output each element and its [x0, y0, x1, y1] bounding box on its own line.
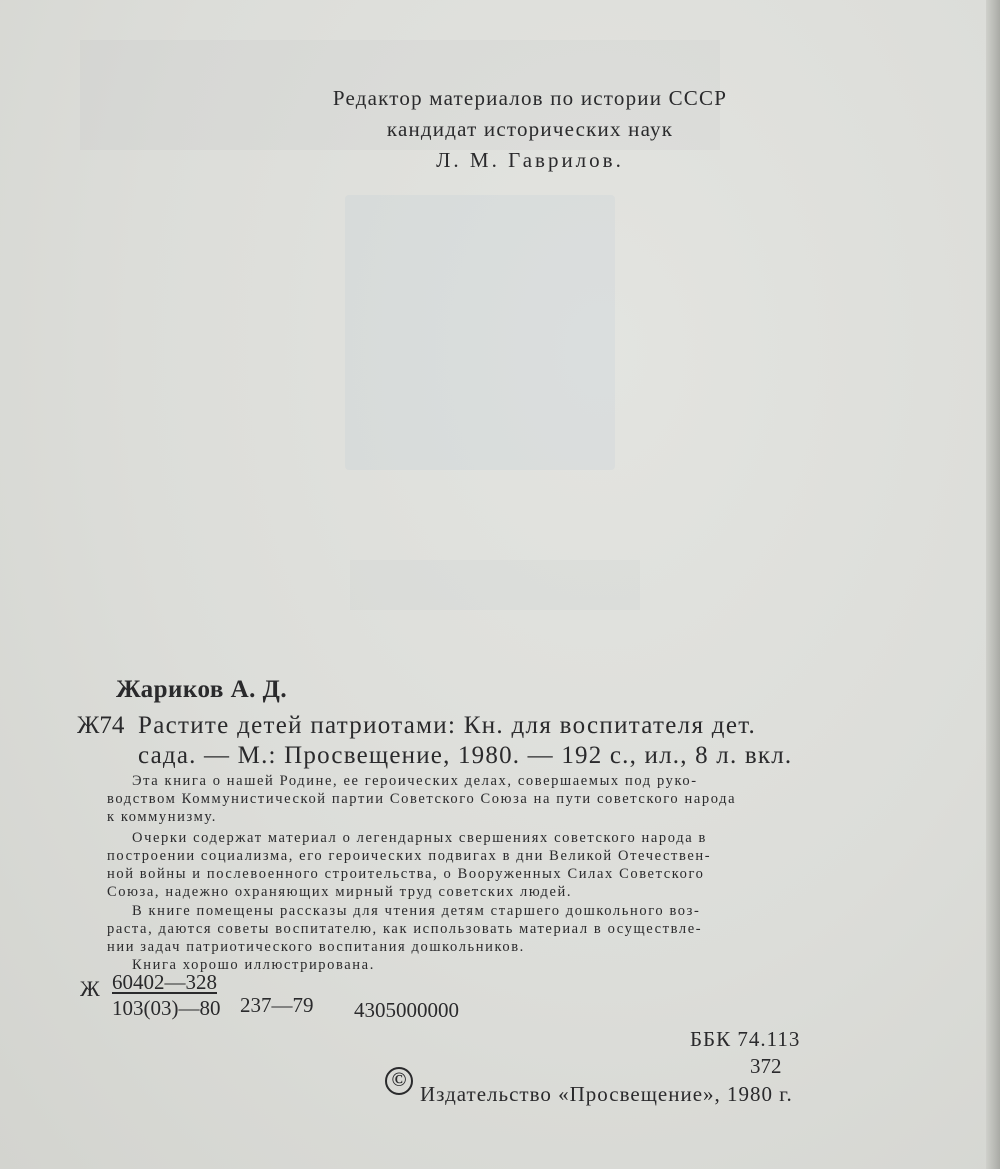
index-number: 237—79	[240, 993, 314, 1017]
editor-name-line: Л. М. Гаврилов.	[436, 148, 624, 172]
catalog-code: Ж74	[77, 712, 125, 739]
bbk-author-mark: 372	[750, 1054, 782, 1078]
editor-degree-line: кандидат исторических наук	[386, 117, 674, 141]
abstract-line: построении социализма, его героических подвигах в дни Великой Отечествен-	[107, 848, 712, 864]
abstract-line: нии задач патриотического воспитания дошкольников.	[107, 939, 525, 955]
catalog-title-line-2: сада. — М.: Просвещение, 1980. — 192 с., ил., 8 л. вкл.	[138, 742, 793, 769]
abstract-line: водством Коммунистической партии Советского Союза на пути советского народа	[107, 791, 737, 807]
index-code: 4305000000	[354, 998, 459, 1022]
abstract-line: раста, даются советы воспитателю, как использовать материал в осуществле-	[107, 921, 703, 937]
catalog-title-line-1: Растите детей патриотами: Кн. для воспитателя дет.	[138, 712, 757, 739]
abstract-line: Очерки содержат материал о легендарных свершениях советского народа в	[132, 830, 707, 846]
index-letter: Ж	[80, 976, 100, 1001]
abstract-line: Книга хорошо иллюстрирована.	[132, 957, 375, 973]
abstract-line: Союза, надежно охраняющих мирный труд советских людей.	[107, 884, 573, 900]
bbk-classification: ББК 74.113	[690, 1027, 801, 1051]
page-edge	[986, 0, 1000, 1169]
index-numerator: 60402—328	[112, 970, 217, 994]
index-denominator: 103(03)—80	[112, 996, 221, 1020]
abstract-line: Эта книга о нашей Родине, ее героических делах, совершаемых под руко-	[132, 773, 698, 789]
editor-title-line: Редактор материалов по истории СССР	[332, 86, 728, 110]
publisher-copyright: Издательство «Просвещение», 1980 г.	[420, 1082, 793, 1106]
abstract-line: В книге помещены рассказы для чтения детям старшего дошкольного воз-	[132, 903, 701, 919]
abstract-line: ной войны и послевоенного строительства, о Вооруженных Силах Советского	[107, 866, 705, 882]
catalog-author: Жариков А. Д.	[116, 676, 288, 703]
copyright-icon: ©	[385, 1067, 413, 1095]
bleed-through-caption	[350, 560, 640, 610]
bleed-through-illustration	[345, 195, 615, 470]
abstract-line: к коммунизму.	[107, 809, 217, 825]
